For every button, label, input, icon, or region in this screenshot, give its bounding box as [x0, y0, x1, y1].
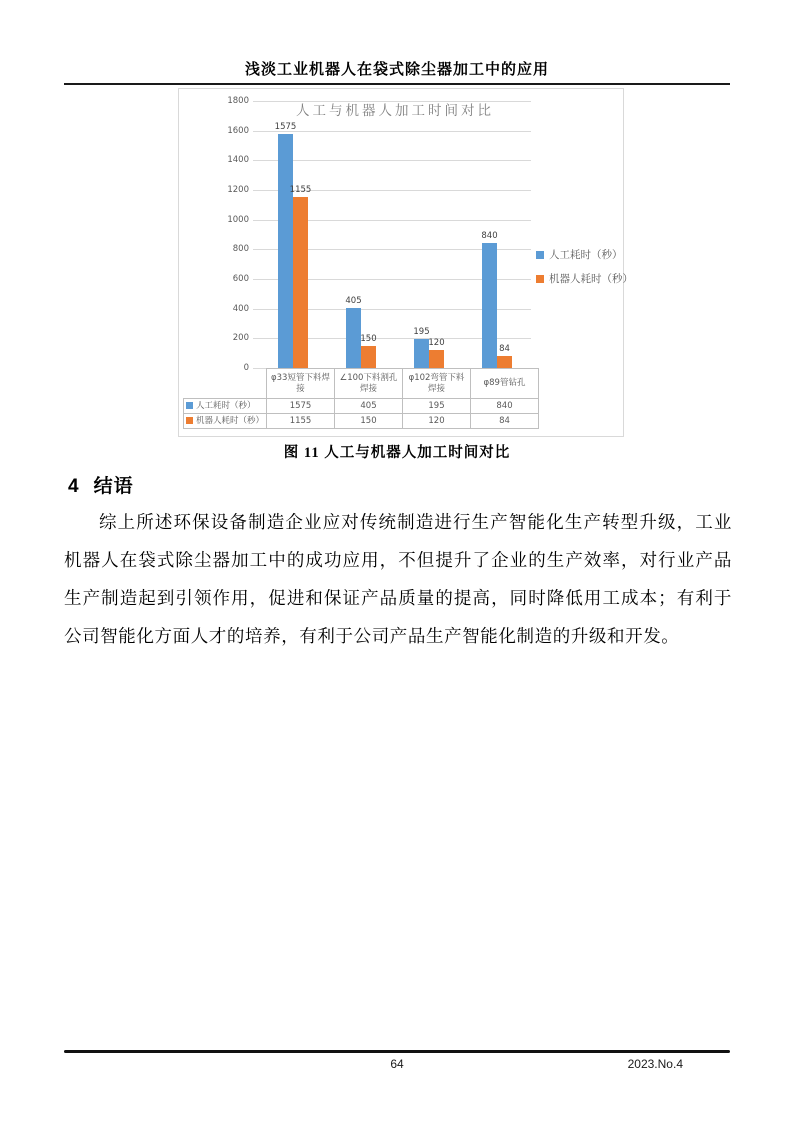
section-title: 结语: [93, 476, 134, 497]
table-corner-cell: [184, 369, 267, 399]
table-row-header: 人工耗时（秒）: [184, 399, 267, 414]
series-swatch-icon: [186, 402, 193, 409]
bar-value-label: 150: [360, 333, 377, 344]
y-axis-tick-label: 800: [232, 244, 249, 255]
bar-人工耗时（秒）-φ33短管下料焊接: [278, 134, 293, 368]
table-category-row: [184, 369, 539, 399]
y-axis-tick-label: 600: [232, 274, 249, 284]
bar-value-label: 195: [413, 327, 430, 338]
legend-swatch-icon: [536, 251, 544, 259]
figure-caption: 图 11 人工与机器人加工时间对比: [283, 445, 511, 461]
table-cell: 1155: [267, 414, 335, 429]
table-cell: 405: [335, 399, 403, 414]
y-axis-tick-label: 1800: [227, 96, 249, 106]
table-row-header: 机器人耗时（秒）: [184, 414, 267, 429]
footer-rule: [64, 1050, 730, 1053]
paper-title: 浅淡工业机器人在袋式除尘器加工中的应用: [244, 62, 549, 78]
y-axis-tick-label: 0: [243, 363, 249, 373]
gridline: [253, 101, 531, 102]
issue-number: 2023.No.4: [627, 1057, 683, 1071]
bar-value-label: 120: [428, 338, 445, 349]
chart-title: 人工与机器人加工时间对比: [296, 103, 494, 119]
bar-value-label: 1575: [274, 122, 297, 133]
chart-legend: [536, 247, 633, 295]
bar-chart-figure: [178, 88, 633, 437]
table-cell: 150: [335, 414, 403, 429]
header-rule: [64, 83, 730, 85]
legend-label: 人工耗时（秒）: [549, 249, 623, 261]
section-heading: [68, 471, 134, 498]
series-swatch-icon: [186, 417, 193, 424]
bar-机器人耗时（秒）-φ89管钻孔: [497, 356, 512, 368]
legend-item: [536, 247, 633, 262]
y-axis-tick-label: 400: [232, 303, 249, 314]
bar-机器人耗时（秒）-∠100下料割孔焊接: [361, 346, 376, 368]
y-axis-tick-label: 1200: [227, 185, 249, 195]
table-row: [184, 399, 539, 414]
bar-机器人耗时（秒）-φ33短管下料焊接: [293, 197, 308, 368]
bar-value-label: 405: [345, 295, 362, 306]
bar-机器人耗时（秒）-φ102弯管下料焊接: [429, 350, 444, 368]
table-cell: 195: [403, 399, 471, 414]
bar-value-label: 1155: [289, 184, 312, 195]
table-cell: 1575: [267, 399, 335, 414]
table-row: [184, 414, 539, 429]
legend-item: [536, 271, 633, 286]
gridline: [253, 160, 531, 161]
table-category-header: φ102弯管下料焊接: [403, 369, 471, 399]
body-paragraph: 综上所述环保设备制造企业应对传统制造进行生产智能化生产转型升级，工业机器人在袋式除尘器加工中的成功应用，不但提升了企业的生产效率，对行业产品生产制造起到引领作用，促进和保证产品质量的提高，同时降低用工成本；有利于公司智能化方面人才的培养，有利于公司产品生产智能化制造的升级和开发。: [64, 512, 732, 646]
y-axis-tick-label: 1000: [227, 214, 249, 225]
bar-value-label: 84: [499, 343, 510, 354]
y-axis-tick-label: 1600: [227, 125, 249, 136]
page-number: 64: [390, 1057, 404, 1071]
table-category-header: ∠100下料割孔焊接: [335, 369, 403, 399]
legend-label: 机器人耗时（秒）: [549, 273, 633, 285]
y-axis-tick-label: 200: [232, 333, 249, 344]
legend-swatch-icon: [536, 275, 544, 283]
section-number: 4: [68, 476, 80, 497]
table-cell: 840: [471, 399, 539, 414]
table-cell: 120: [403, 414, 471, 429]
bar-value-label: 840: [481, 231, 498, 242]
table-category-header: φ89管钻孔: [471, 369, 539, 399]
chart-data-table: [183, 368, 539, 429]
table-category-header: φ33短管下料焊接: [267, 369, 335, 399]
y-axis-tick-label: 1400: [227, 155, 249, 166]
table-cell: 84: [471, 414, 539, 429]
